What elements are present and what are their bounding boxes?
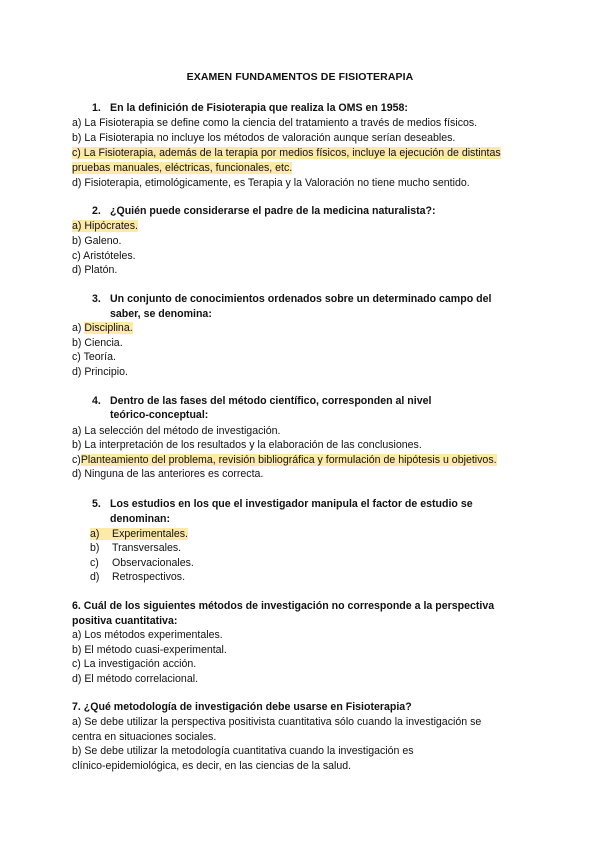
option-label: a) <box>90 528 100 540</box>
q4-option-a: a) La selección del método de investigación. <box>72 425 281 437</box>
question-4 <box>92 394 431 409</box>
option-text: Retrospectivos. <box>112 571 186 583</box>
q5-option-d <box>90 570 185 585</box>
q3-option-a <box>72 321 133 336</box>
q5-option-c <box>90 556 194 571</box>
question-number: 1. <box>92 102 101 114</box>
q4-option-d: d) Ninguna de las anteriores es correcta. <box>72 468 264 480</box>
q2-option-b: b) Galeno. <box>72 235 122 247</box>
question-7: 7. ¿Qué metodología de investigación debe usarse en Fisioterapia? <box>72 701 412 713</box>
q6-option-b: b) El método cuasi-experimental. <box>72 644 227 656</box>
q6-option-c: c) La investigación acción. <box>72 658 197 670</box>
question-3-cont: saber, se denomina: <box>110 308 212 320</box>
q1-option-c-cont <box>72 161 292 176</box>
question-text: Los estudios en los que el investigador manipula el factor de estudio se <box>110 498 473 510</box>
q4-option-c <box>72 453 497 468</box>
q5-option-a <box>90 527 188 542</box>
highlighted-answer: c) La Fisioterapia, además de la terapia por medios físicos, incluye la ejecución de distintas <box>72 147 501 159</box>
question-text: Un conjunto de conocimientos ordenados sobre un determinado campo del <box>110 293 492 305</box>
question-5 <box>92 497 473 512</box>
q1-option-b: b) La Fisioterapia no incluye los métodos de valoración aunque serían deseables. <box>72 132 456 144</box>
q4-option-b: b) La interpretación de los resultados y la elaboración de las conclusiones. <box>72 439 422 451</box>
q2-option-d: d) Platón. <box>72 264 118 276</box>
q2-option-a <box>72 219 138 234</box>
highlighted-answer: a) Hipócrates. <box>72 220 138 232</box>
q3-option-c: c) Teoría. <box>72 351 116 363</box>
question-number: 3. <box>92 293 101 305</box>
page-title: EXAMEN FUNDAMENTOS DE FISIOTERAPIA <box>186 71 414 83</box>
question-3 <box>92 292 491 307</box>
option-label: c) <box>72 454 81 466</box>
option-label: c) <box>90 557 99 569</box>
question-5-cont: denominan: <box>110 513 171 525</box>
question-6-cont: positiva cuantitativa: <box>72 615 178 627</box>
highlighted-answer: pruebas manuales, eléctricas, funcionales, etc. <box>72 162 293 174</box>
highlighted-answer <box>90 528 188 540</box>
question-4-cont: teórico-conceptual: <box>110 409 209 421</box>
highlighted-answer: Disciplina. <box>84 322 133 334</box>
question-number: 2. <box>92 205 101 217</box>
question-text: Dentro de las fases del método científico, corresponden al nivel <box>110 395 432 407</box>
q6-option-a: a) Los métodos experimentales. <box>72 629 223 641</box>
q5-option-b <box>90 541 181 556</box>
option-label: a) <box>72 322 82 334</box>
highlighted-answer: Planteamiento del problema, revisión bibliográfica y formulación de hipótesis u objetivos. <box>80 454 497 466</box>
question-text: En la definición de Fisioterapia que realiza la OMS en 1958: <box>110 102 408 114</box>
q3-option-d: d) Principio. <box>72 366 128 378</box>
q1-option-a: a) La Fisioterapia se define como la ciencia del tratamiento a través de medios físicos. <box>72 117 478 129</box>
q7-option-b-cont: clínico-epidemiológica, es decir, en las ciencias de la salud. <box>72 760 352 772</box>
option-label: d) <box>90 571 100 583</box>
question-1 <box>92 101 408 116</box>
q3-option-b: b) Ciencia. <box>72 337 123 349</box>
q2-option-c: c) Aristóteles. <box>72 250 136 262</box>
question-text: ¿Quién puede considerarse el padre de la medicina naturalista?: <box>110 205 436 217</box>
q1-option-d: d) Fisioterapia, etimológicamente, es Terapia y la Valoración no tiene mucho sentido. <box>72 177 470 189</box>
q1-option-c <box>72 146 501 161</box>
q7-option-a-cont: centra en situaciones sociales. <box>72 731 217 743</box>
option-text: Transversales. <box>112 542 182 554</box>
option-label: b) <box>90 542 100 554</box>
question-number: 4. <box>92 395 101 407</box>
question-2 <box>92 204 436 219</box>
question-6: 6. Cuál de los siguientes métodos de investigación no corresponde a la perspectiva <box>72 600 495 612</box>
option-text: Observacionales. <box>112 557 194 569</box>
q7-option-a: a) Se debe utilizar la perspectiva positivista cuantitativa sólo cuando la investigación se <box>72 716 482 728</box>
q6-option-d: d) El método correlacional. <box>72 673 199 685</box>
option-text: Experimentales. <box>112 528 188 540</box>
q7-option-b: b) Se debe utilizar la metodología cuantitativa cuando la investigación es <box>72 745 414 757</box>
question-number: 5. <box>92 498 101 510</box>
